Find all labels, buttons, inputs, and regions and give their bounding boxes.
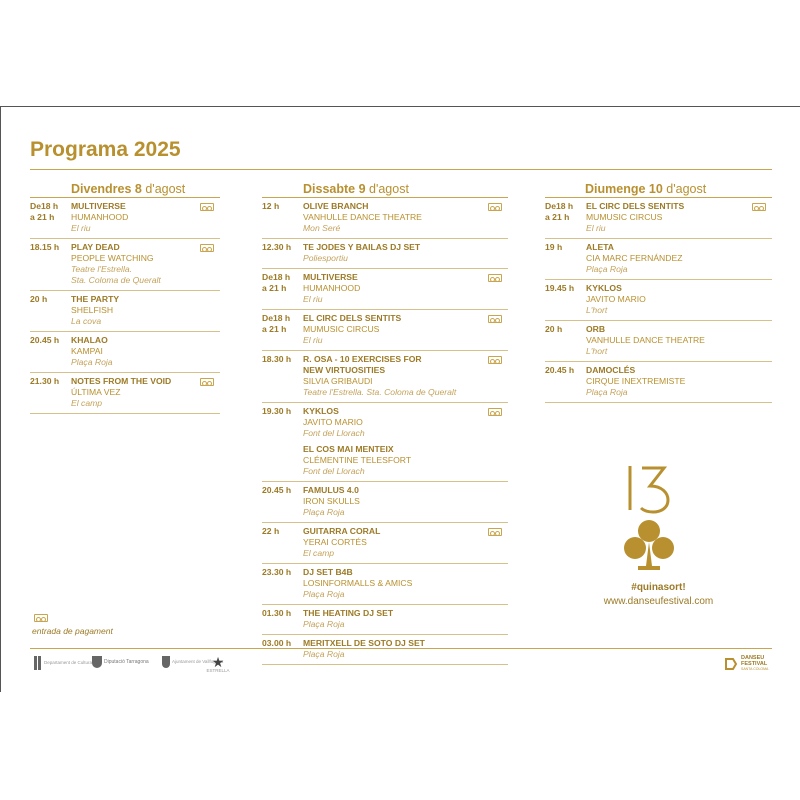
event-details	[71, 201, 220, 234]
event-performer: SHELFISH	[71, 305, 114, 315]
logo-estrella	[206, 656, 230, 673]
event-venue: Font del Llorach	[303, 466, 365, 476]
event-row	[30, 373, 220, 414]
event-venue: Font del Llorach	[303, 428, 365, 438]
ticket-icon	[488, 528, 502, 536]
event-details	[303, 608, 508, 630]
day-name: Dissabte 9	[303, 182, 366, 196]
day-name: Diumenge 10	[585, 182, 663, 196]
ticket-icon	[488, 408, 502, 416]
event-performer: SILVIA GRIBAUDI	[303, 376, 373, 386]
event-performer: HUMANHOOD	[71, 212, 129, 222]
event-details	[303, 313, 508, 346]
logo-generalitat-text: Departament de Cultura	[44, 660, 93, 666]
event-time: 20.45 h	[30, 335, 60, 345]
event-performer: YERAI CORTÉS	[303, 537, 367, 547]
event-row	[545, 362, 772, 403]
event-venue: Plaça Roja	[303, 507, 345, 517]
day-column-friday	[30, 180, 220, 414]
event-performer: VANHULLE DANCE THEATRE	[586, 335, 705, 345]
event-details	[586, 324, 772, 357]
event-row	[262, 269, 508, 310]
event-time: 03.00 h	[262, 638, 292, 648]
logo-ajuntament-text: Ajuntament de Vallfogona	[172, 659, 224, 665]
event-details	[303, 242, 508, 264]
event-row	[262, 403, 508, 482]
event-time: De18 h a 21 h	[262, 313, 291, 334]
event-details	[586, 201, 772, 234]
event-name: THE HEATING DJ SET	[303, 608, 394, 618]
event-name: KYKLOS	[303, 406, 339, 416]
day-column-saturday	[262, 180, 508, 665]
logo-estrella-text: ESTRELLA	[206, 668, 230, 673]
event-details	[303, 567, 508, 600]
event-venue: El riu	[303, 294, 323, 304]
event-time: 01.30 h	[262, 608, 292, 618]
event-row	[262, 310, 508, 351]
event-performer: MUMUSIC CIRCUS	[586, 212, 663, 222]
event-details	[303, 406, 508, 477]
event-row	[262, 635, 508, 665]
event-venue: La cova	[71, 316, 102, 326]
day-column-sunday	[545, 180, 772, 403]
event-venue: Plaça Roja	[303, 619, 345, 629]
day-month: d'agost	[369, 182, 409, 196]
ticket-icon	[200, 203, 214, 211]
event-venue: El riu	[586, 223, 606, 233]
logo-generalitat	[34, 656, 92, 670]
event-time: De18 h a 21 h	[30, 201, 59, 222]
ticket-icon	[488, 203, 502, 211]
event-time: 23.30 h	[262, 567, 292, 577]
event-name: EL COS MAI MENTEIX	[303, 444, 394, 454]
day-heading	[262, 180, 508, 198]
day-heading	[30, 180, 220, 198]
event-row	[262, 198, 508, 239]
event-venue: L'hort	[586, 305, 608, 315]
event-details	[303, 201, 508, 234]
event-time: 20.45 h	[545, 365, 575, 375]
ticket-legend	[32, 614, 113, 636]
title-divider	[30, 169, 772, 170]
event-time: 19.45 h	[545, 283, 575, 293]
event-name: R. OSA - 10 EXERCISES FOR NEW VIRTUOSITIES	[303, 354, 422, 375]
logo-diputacio-text: Diputació Tarragona	[104, 659, 149, 666]
day-name: Divendres 8	[71, 182, 142, 196]
event-name: NOTES FROM THE VOID	[71, 376, 172, 386]
logo-diputacio	[92, 656, 149, 668]
event-row	[545, 239, 772, 280]
event-performer: CIA MARC FERNÁNDEZ	[586, 253, 683, 263]
event-venue: Teatre l'Estrella. Sta. Coloma de Queralt	[71, 264, 161, 285]
event-row	[262, 482, 508, 523]
event-row	[30, 239, 220, 291]
event-row	[30, 332, 220, 373]
event-time: De18 h a 21 h	[545, 201, 574, 222]
ticket-icon	[200, 378, 214, 386]
event-performer: JAVITO MARIO	[586, 294, 646, 304]
event-name: DJ SET B4B	[303, 567, 353, 577]
hashtag: #quinasort!	[631, 582, 686, 593]
event-row	[545, 321, 772, 362]
event-details	[71, 335, 220, 368]
logo-danseu-subtext: SANTA COLOMA	[741, 667, 769, 671]
footer-divider	[30, 648, 772, 649]
page-title: Programa 2025	[30, 138, 181, 161]
ticket-icon	[488, 274, 502, 282]
event-name: MULTIVERSE	[303, 272, 358, 282]
event-performer: PEOPLE WATCHING	[71, 253, 154, 263]
star-icon: ★	[211, 654, 225, 670]
event-details	[586, 365, 772, 398]
event-time: 22 h	[262, 526, 280, 536]
event-details	[303, 638, 508, 660]
event-details	[303, 485, 508, 518]
event-row	[545, 280, 772, 321]
event-time: 12 h	[262, 201, 280, 211]
event-row	[30, 198, 220, 239]
event-performer: HUMANHOOD	[303, 283, 361, 293]
event-row	[262, 239, 508, 269]
event-venue: El camp	[71, 398, 103, 408]
event-venue: Plaça Roja	[71, 357, 113, 367]
ticket-icon	[200, 244, 214, 252]
event-details	[71, 376, 220, 409]
event-row	[545, 198, 772, 239]
event-performer: IRON SKULLS	[303, 496, 360, 506]
event-name: FAMULUS 4.0	[303, 485, 359, 495]
club-suit-icon	[622, 518, 676, 572]
event-performer: LOSINFORMALLS & AMICS	[303, 578, 413, 588]
ticket-icon	[34, 614, 48, 622]
event-venue: Plaça Roja	[586, 387, 628, 397]
event-name: MULTIVERSE	[71, 201, 126, 211]
logo-danseu-text: DANSEU FESTIVAL	[741, 655, 768, 667]
event-performer: ÚLTIMA VEZ	[71, 387, 121, 397]
edition-number-13	[622, 458, 672, 518]
event-venue: Plaça Roja	[303, 589, 345, 599]
event-venue: Poliesportiu	[303, 253, 348, 263]
event-details	[586, 283, 772, 316]
event-performer: MUMUSIC CIRCUS	[303, 324, 380, 334]
ticket-icon	[488, 356, 502, 364]
event-performer: CLÉMENTINE TELESFORT	[303, 455, 412, 465]
event-venue: Plaça Roja	[303, 649, 345, 659]
event-performer: VANHULLE DANCE THEATRE	[303, 212, 422, 222]
event-venue: El camp	[303, 548, 335, 558]
event-name: ALETA	[586, 242, 615, 252]
day-month: d'agost	[666, 182, 707, 196]
event-row	[262, 564, 508, 605]
event-row	[30, 291, 220, 332]
ticket-icon	[488, 315, 502, 323]
event-time: 20 h	[545, 324, 563, 334]
event-name: KHALAO	[71, 335, 108, 345]
event-details	[71, 242, 220, 286]
logo-danseu	[724, 655, 768, 672]
event-details	[303, 354, 508, 398]
danseu-logo-icon	[724, 657, 738, 671]
event-name: EL CIRC DELS SENTITS	[303, 313, 402, 323]
day-heading	[545, 180, 772, 198]
legend-text: entrada de pagament	[32, 626, 113, 636]
event-time: 12.30 h	[262, 242, 292, 252]
event-name: TE JODES Y BAILAS DJ SET	[303, 242, 421, 252]
event-time: 19.30 h	[262, 406, 292, 416]
event-performer: JAVITO MARIO	[303, 417, 363, 427]
event-name: EL CIRC DELS SENTITS	[586, 201, 685, 211]
event-venue: L'hort	[586, 346, 608, 356]
event-name: KYKLOS	[586, 283, 622, 293]
website-link[interactable]: www.danseufestival.com	[603, 596, 714, 607]
event-row	[262, 605, 508, 635]
event-details	[303, 272, 508, 305]
event-time: 21.30 h	[30, 376, 60, 386]
day-month: d'agost	[145, 182, 186, 196]
event-venue: Mon Seré	[303, 223, 341, 233]
event-time: 20.45 h	[262, 485, 292, 495]
event-time: 18.30 h	[262, 354, 292, 364]
event-details	[303, 526, 508, 559]
event-name: ORB	[586, 324, 606, 334]
event-venue: El riu	[303, 335, 323, 345]
event-name: OLIVE BRANCH	[303, 201, 369, 211]
event-details	[71, 294, 220, 327]
event-time: 20 h	[30, 294, 48, 304]
event-venue: Teatre l'Estrella. Sta. Coloma de Queralt	[303, 387, 457, 397]
event-name: THE PARTY	[71, 294, 120, 304]
event-venue: Plaça Roja	[586, 264, 628, 274]
event-details	[586, 242, 772, 275]
ticket-icon	[752, 203, 766, 211]
event-name: PLAY DEAD	[71, 242, 120, 252]
event-name: MERITXELL DE SOTO DJ SET	[303, 638, 425, 648]
event-name: GUITARRA CORAL	[303, 526, 381, 536]
event-time: De18 h a 21 h	[262, 272, 291, 293]
event-name: DAMOCLÉS	[586, 365, 636, 375]
event-performer: KAMPAI	[71, 346, 103, 356]
event-performer: CIRQUE INEXTREMISTE	[586, 376, 686, 386]
event-time: 18.15 h	[30, 242, 60, 252]
event-time: 19 h	[545, 242, 563, 252]
event-row	[262, 351, 508, 403]
event-row	[262, 523, 508, 564]
event-venue: El riu	[71, 223, 91, 233]
